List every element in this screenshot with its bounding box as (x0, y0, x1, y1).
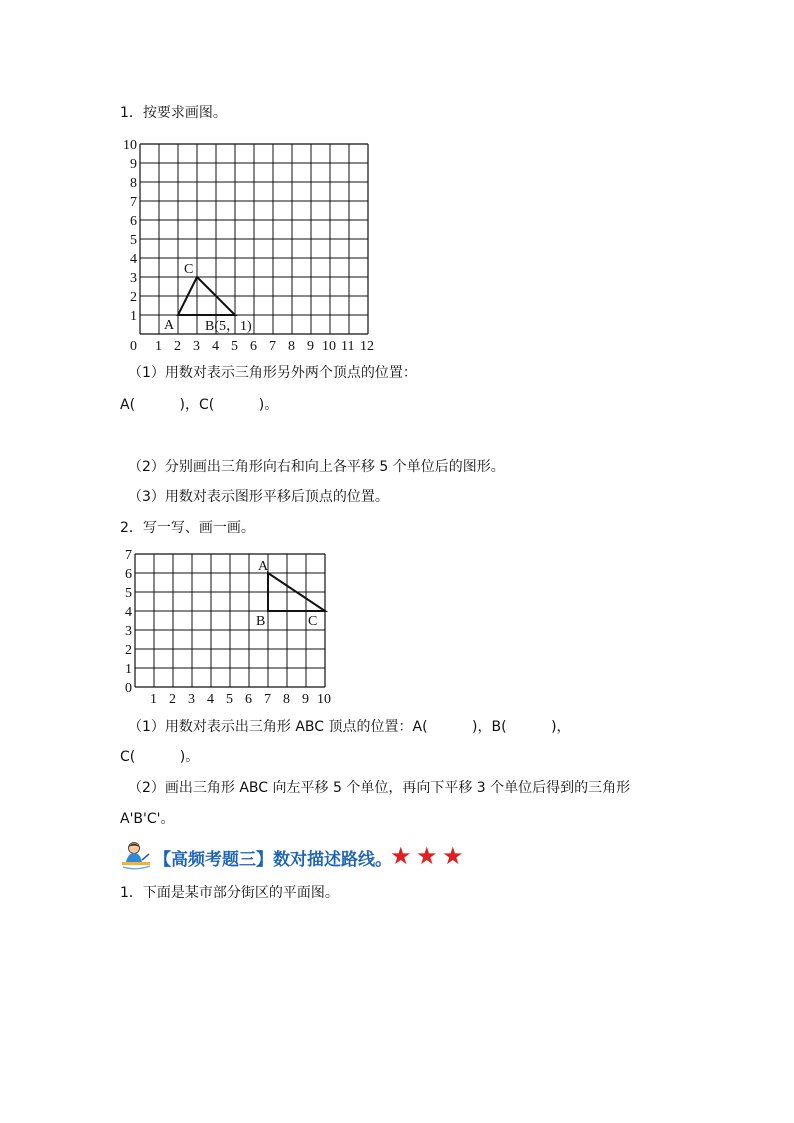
x-tick-label: 12 (360, 339, 374, 354)
x-tick-label: 5 (226, 692, 233, 707)
q2-axis-ticks (125, 548, 331, 707)
y-tick-label: 3 (130, 271, 137, 286)
x-tick-label: 3 (188, 692, 195, 707)
y-tick-label: 2 (125, 643, 132, 658)
q1-answer-line: A( )，C( )。 (120, 397, 279, 413)
q1-sub3: （3）用数对表示图形平移后顶点的位置。 (128, 489, 389, 505)
x-tick-label: 6 (245, 692, 252, 707)
x-tick-label: 8 (288, 339, 295, 354)
student-at-desk-icon (120, 840, 152, 870)
q1-sub1: （1）用数对表示三角形另外两个顶点的位置： (128, 365, 417, 381)
y-tick-label: 7 (130, 195, 137, 210)
origin-label: 0 (125, 681, 132, 696)
q2-sub1-line2: C( )。 (120, 749, 200, 765)
x-tick-label: 3 (193, 339, 200, 354)
x-tick-label: 5 (231, 339, 238, 354)
q1-grid-lines (140, 144, 368, 334)
star-icon: ★ (442, 842, 464, 870)
x-tick-label: 2 (169, 692, 176, 707)
q1-title: 1．按要求画图。 (120, 105, 227, 121)
q1-sub2: （2）分别画出三角形向右和向上各平移 5 个单位后的图形。 (128, 459, 505, 475)
x-tick-label: 2 (174, 339, 181, 354)
q1-grid-figure (100, 130, 390, 354)
x-tick-label: 7 (264, 692, 271, 707)
y-tick-label: 6 (125, 567, 132, 582)
y-tick-label: 2 (130, 290, 137, 305)
y-tick-label: 1 (125, 662, 132, 677)
q1-label-c: C (184, 262, 194, 277)
x-tick-label: 6 (250, 339, 257, 354)
y-tick-label: 10 (123, 138, 137, 153)
q3-title: 1．下面是某市部分街区的平面图。 (120, 885, 339, 901)
x-tick-label: 7 (269, 339, 276, 354)
x-tick-label: 11 (341, 339, 355, 354)
q2-label-a: A (258, 559, 269, 574)
x-tick-label: 9 (302, 692, 309, 707)
y-tick-label: 6 (130, 214, 137, 229)
q2-grid-figure (110, 545, 350, 710)
y-tick-label: 8 (130, 176, 137, 191)
x-tick-label: 4 (207, 692, 214, 707)
y-tick-label: 5 (125, 586, 132, 601)
q2-sub2-line1: （2）画出三角形 ABC 向左平移 5 个单位，再向下平移 3 个单位后得到的三角形 (128, 780, 631, 796)
y-tick-label: 3 (125, 624, 132, 639)
x-tick-label: 10 (317, 692, 331, 707)
y-tick-label: 1 (130, 309, 137, 324)
q2-grid-lines (135, 554, 325, 687)
q2-title: 2．写一写、画一画。 (120, 520, 255, 536)
q1-label-b: B(5，1) (205, 319, 252, 334)
x-tick-label: 1 (155, 339, 162, 354)
q2-sub2-line2: A'B'C'。 (120, 811, 175, 827)
q2-label-c: C (308, 614, 318, 629)
x-tick-label: 1 (150, 692, 157, 707)
x-tick-label: 10 (322, 339, 336, 354)
y-tick-label: 4 (125, 605, 132, 620)
x-tick-label: 8 (283, 692, 290, 707)
star-icon: ★ (390, 842, 412, 870)
section-title: 【高频考题三】数对描述路线。 (154, 850, 392, 870)
x-tick-label: 4 (212, 339, 219, 354)
x-tick-label: 0 (130, 339, 137, 354)
y-tick-label: 7 (125, 548, 132, 563)
y-tick-label: 5 (130, 233, 137, 248)
star-icon: ★ (416, 842, 438, 870)
y-tick-label: 4 (130, 252, 137, 267)
x-tick-label: 9 (307, 339, 314, 354)
y-tick-label: 9 (130, 157, 137, 172)
q2-sub1-line1: （1）用数对表示出三角形 ABC 顶点的位置：A( )，B( )， (128, 719, 571, 735)
q1-label-a: A (164, 318, 175, 333)
q2-label-b: B (256, 614, 266, 629)
